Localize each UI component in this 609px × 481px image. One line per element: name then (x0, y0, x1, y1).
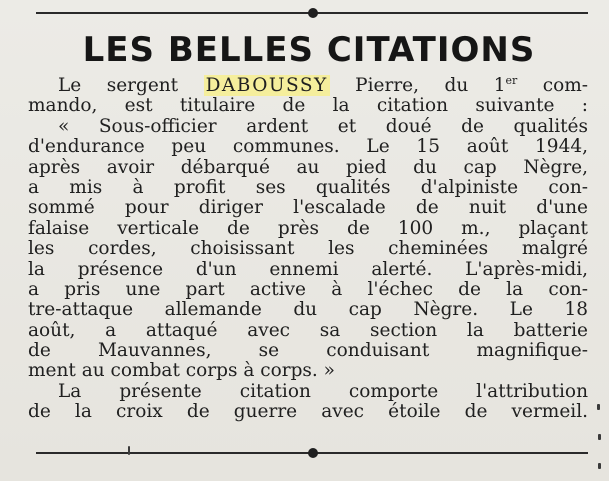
body-line-6: a mis à profit ses qualités d'alpiniste con- (28, 176, 588, 198)
line-1-tail: com- (517, 75, 589, 96)
body-line-14: de Mauvannes, se conduisant magnifique- (28, 340, 588, 362)
body-line-12: tre-attaque allemande du cap Nègre. Le 18 (28, 299, 588, 321)
body-line-4: d'endurance peu communes. Le 15 août 1944, (28, 136, 588, 158)
highlighted-surname: DABOUSSY (205, 75, 328, 96)
body-line-2: mando, est titulaire de la citation suivante : (28, 95, 588, 117)
line-1-lead: Le sergent (58, 75, 204, 96)
print-speck (597, 404, 600, 410)
body-line-1 (58, 73, 589, 96)
article-body (28, 73, 589, 423)
body-line-13: août, a attaqué avec sa section la batterie (28, 319, 588, 341)
print-speck (598, 463, 601, 469)
body-line-10: la présence d'un ennemi alerté. L'après-midi, (28, 258, 588, 280)
divider-dot-icon (308, 8, 318, 18)
divider-dot-icon (308, 448, 318, 458)
body-line-15: ment au combat corps à corps. » (28, 360, 336, 382)
article-column (28, 0, 590, 481)
body-line-7: sommé pour diriger l'escalade de nuit d'une (28, 197, 588, 219)
article-headline: LES BELLES CITATIONS (82, 30, 536, 70)
body-line-11: a pris une part active à l'échec de la con- (28, 278, 588, 300)
body-line-9: les cordes, choisissant les cheminées malgré (28, 238, 588, 260)
print-speck (128, 446, 130, 455)
top-divider (36, 12, 588, 14)
ordinal-superscript: er (505, 73, 518, 87)
body-line-5: après avoir débarqué au pied du cap Nègre, (28, 156, 588, 178)
body-line-8: falaise verticale de près de 100 m., plaçant (28, 217, 588, 239)
line-1-middle: Pierre, du 1 (329, 75, 506, 96)
bottom-divider (36, 452, 588, 454)
body-line-17: de la croix de guerre avec étoile de vermeil. (28, 401, 588, 423)
body-line-3: « Sous-officier ardent et doué de qualités (58, 115, 588, 137)
print-speck (598, 434, 601, 440)
body-line-16: La présente citation comporte l'attribution (58, 380, 588, 402)
